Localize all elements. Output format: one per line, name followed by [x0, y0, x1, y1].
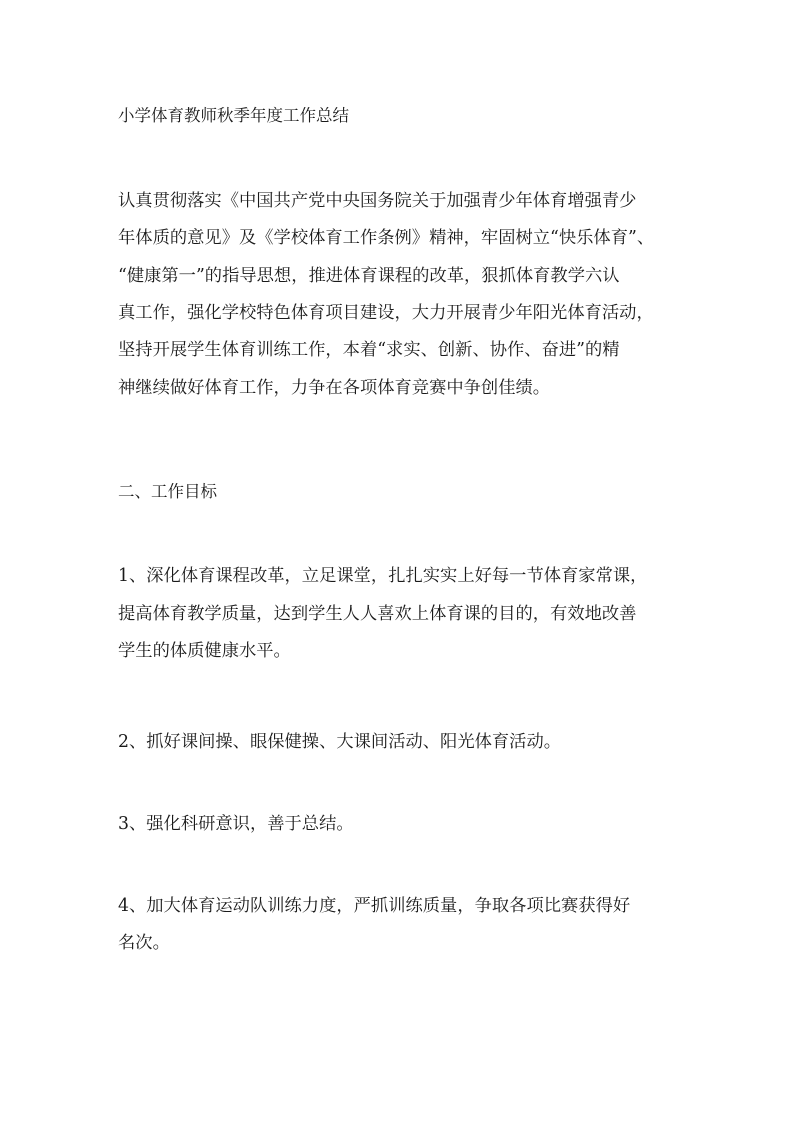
goal-line: 4、加大体育运动队训练力度，严抓训练质量，争取各项比赛获得好 — [118, 896, 631, 916]
goal-line: 2、抓好课间操、眼保健操、大课间活动、阳光体育活动。 — [118, 732, 562, 752]
intro-line: “健康第一”的指导思想，推进体育课程的改革，狠抓体育教学六认 — [118, 266, 620, 286]
intro-line: 真工作，强化学校特色体育项目建设，大力开展青少年阳光体育活动， — [118, 303, 654, 323]
goal-line: 1、深化体育课程改革，立足课堂，扎扎实实上好每一节体育家常课， — [118, 566, 648, 586]
intro-line: 坚持开展学生体育训练工作，本着“求实、创新、协作、奋进”的精 — [118, 340, 620, 360]
document-title: 小学体育教师秋季年度工作总结 — [118, 106, 349, 125]
goal-line: 名次。 — [118, 933, 170, 953]
section-heading: 二、工作目标 — [118, 482, 217, 501]
intro-line: 年体质的意见》及《学校体育工作条例》精神，牢固树立“快乐体育”、 — [118, 228, 655, 248]
goal-line: 提高体育教学质量，达到学生人人喜欢上体育课的目的，有效地改善 — [118, 604, 637, 624]
intro-line: 神继续做好体育工作，力争在各项体育竞赛中争创佳绩。 — [118, 378, 551, 398]
intro-line: 认真贯彻落实《中国共产党中央国务院关于加强青少年体育增强青少 — [118, 191, 637, 211]
goal-line: 3、强化科研意识，善于总结。 — [118, 814, 354, 834]
goal-line: 学生的体质健康水平。 — [118, 641, 291, 661]
